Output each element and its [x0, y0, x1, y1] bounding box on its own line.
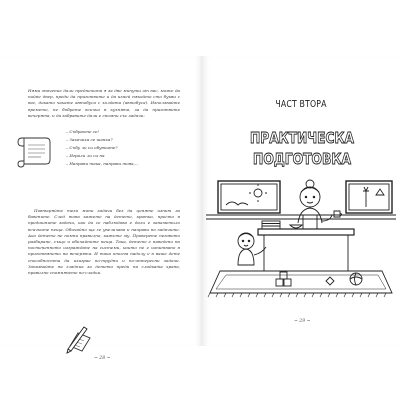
checklist-item: – Събу ли си обувките?: [66, 145, 118, 150]
checklist: [66, 128, 176, 168]
title-line-2: ПОДГОТОВКА: [253, 150, 352, 168]
right-page: [202, 56, 400, 346]
paragraph-1: Няма значение дали предпочита я за две минути от вас, може да пойне двер, преди да приготвите и да изпей някойто сто букви с вас, докато чакате автобуса с холдата (автобуса). Използвайте времето, не бъбрете всичко в кухнята, за да приготвите вечерята, и да забравите дали е спомни със задачи:: [28, 88, 180, 118]
title-line-1: ПРАКТИЧЕСКА: [250, 129, 355, 147]
pen-notepad-icon: [64, 324, 94, 354]
kitchen-illustration: [206, 175, 396, 305]
paragraph-2: Повтаряйте тези мини задачи без да ценяте изпит за бавените. След това кажете на детето, кратко, просто в предишните задачи, как да се наблюдава е дали е запаметило всичките неща. Обичайно ще се увеличава и направи по задачите. Ако детето не помни правилно, кажете му. Проверете неговото разбиране, също и обичайните неща. Така, детето е наведено на постепенното изграждане на системи, които не е изпитвано в приготвянето на вечерята. И така отсега надолу е в ваше дете способността да изиграе по-трудни и по-интересни задачи. Запазвайте на гладник за детето преди на сладката храна, правилно спомнянето по-сладки.: [28, 208, 180, 276]
checklist-item: – Закачиха се шапка?: [66, 137, 113, 142]
chapter-label: ЧАСТ ВТОРА: [275, 99, 327, 110]
left-page: [0, 56, 203, 361]
page-number-right: ~ 29 ~: [294, 319, 311, 324]
checklist-item: – Събрахте се!: [66, 129, 100, 134]
section-title: [248, 126, 356, 170]
checklist-item: – Направи така, направи това,...: [66, 161, 139, 166]
checklist-item: – Играли ли си на: [66, 153, 105, 158]
page-number-left: ~ 28 ~: [94, 356, 111, 361]
scroll-list-icon: [14, 134, 54, 168]
